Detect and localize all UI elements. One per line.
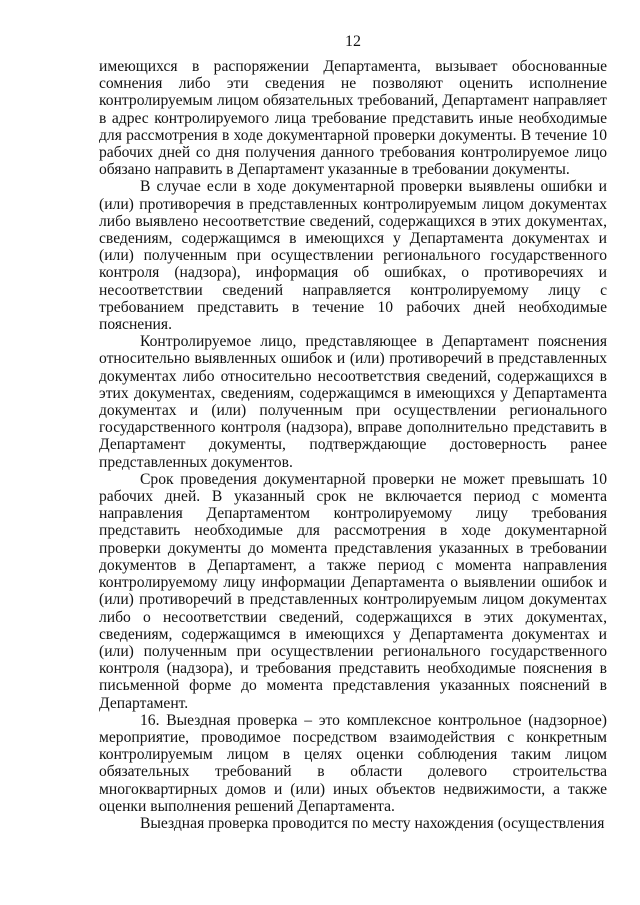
paragraph-field-inspection-location: Выездная проверка проводится по месту нахождения (осуществления [140, 814, 605, 832]
paragraph-explanations: Контролируемое лицо, представляющее в Департамент пояснения относительно выявленных ошибок и (или) противоречий в представленных документах либо относительно несоответствия сведений, содержащихся в этих документах, сведениям, содержащимся в имеющихся у Департамента документах и (или) полученным при осуществлении регионального государственного контроля (надзора), вправе дополнительно представить в Департамент документы, подтверждающие достоверность ранее представленных документов. [99, 333, 607, 471]
page-number: 12 [345, 33, 361, 50]
paragraph-field-inspection-definition: 16. Выездная проверка – это комплексное контрольное (надзорное) мероприятие, проводимое посредством взаимодействия с конкретным контролируемым лицом в целях оценки соблюдения таким лицом обязательных требований в области долевого строительства многоквартирных домов и (или) иных объектов недвижимости, а также оценки выполнения решений Департамента. [99, 711, 607, 815]
paragraph-errors-found: В случае если в ходе документарной проверки выявлены ошибки и (или) противоречия в представленных контролируемым лицом документах либо выявлено несоответствие сведений, содержащихся в этих документах, сведениям, содержащимся в имеющихся у Департамента документах и (или) полученным при осуществлении регионального государственного контроля (надзора), информация об ошибках, о противоречиях и несоответствии сведений направляется контролируемому лицу с требованием представить в течение 10 рабочих дней необходимые пояснения. [99, 178, 607, 334]
paragraph-documents-request: имеющихся в распоряжении Департамента, вызывает обоснованные сомнения либо эти сведения не позволяют оценить исполнение контролируемым лицом обязательных требований, Департамент направляет в адрес контролируемого лица требование представить иные необходимые для рассмотрения в ходе документарной проверки документы. В течение 10 рабочих дней со дня получения данного требования контролируемое лицо обязано направить в Департамент указанные в требовании документы. [99, 58, 607, 179]
paragraph-inspection-term: Срок проведения документарной проверки не может превышать 10 рабочих дней. В указанный срок не включается период с момента направления Департаментом контролируемому лицу требования представить необходимые для рассмотрения в ходе документарной проверки документы до момента представления указанных в требовании документов в Департамент, а также период с момента направления контролируемому лицу информации Департамента о выявлении ошибок и (или) противоречий в представленных контролируемым лицом документах либо о несоответствии сведений, содержащихся в этих документах, сведениям, содержащимся в имеющихся у Департамента документах и (или) полученным при осуществлении регионального государственного контроля (надзора), и требования представить необходимые пояснения в письменной форме до момента представления указанных пояснений в Департамент. [99, 470, 607, 712]
